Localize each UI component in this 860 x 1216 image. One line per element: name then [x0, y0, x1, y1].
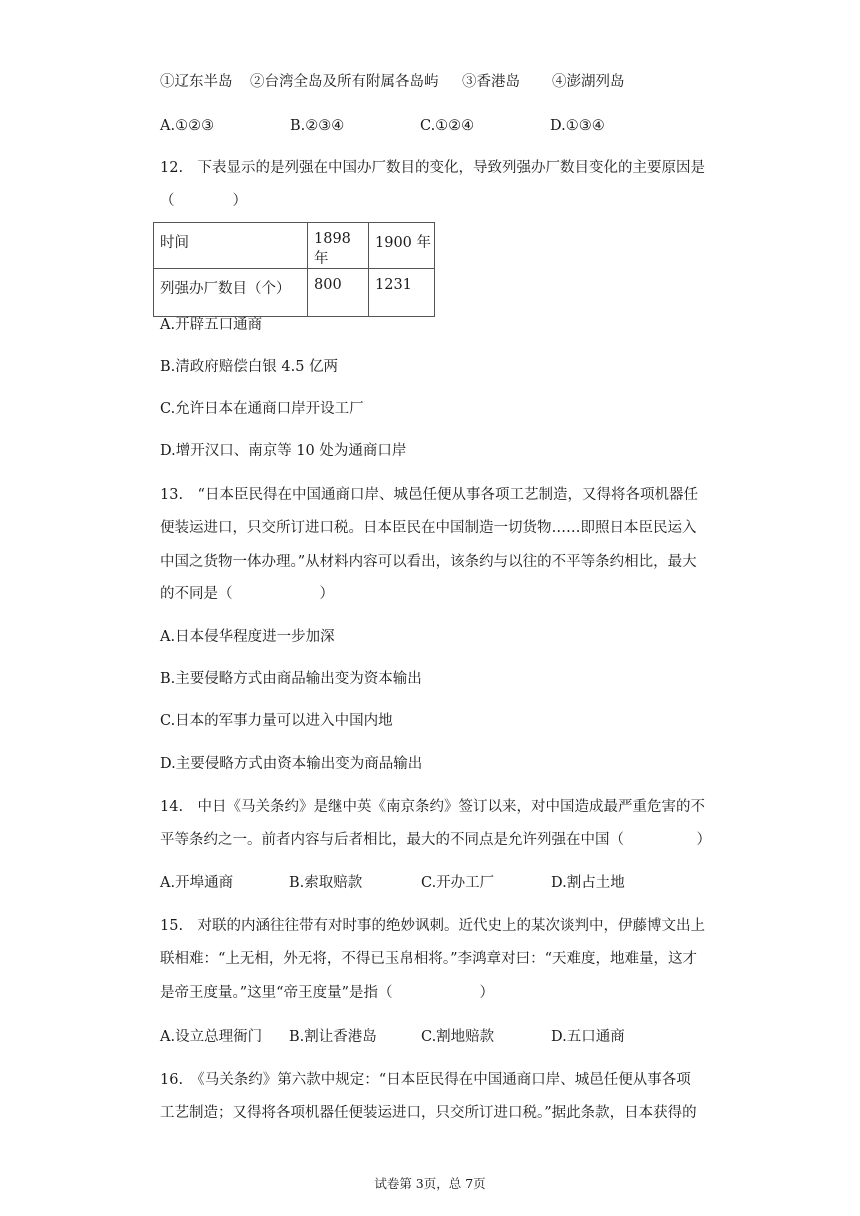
option-a: A.开辟五口通商: [160, 317, 263, 333]
table-row: [154, 223, 435, 269]
q15-stem-line: 是帝王度量。”这里“帝王度量”是指（ ）: [160, 985, 494, 1001]
factory-count-table: [153, 222, 435, 317]
table-cell: 列强办厂数目（个）: [154, 269, 308, 317]
table-row: [154, 269, 435, 317]
option-c: C.日本的军事力量可以进入中国内地: [160, 713, 393, 729]
q15-options: [160, 1027, 625, 1047]
q12-stem-line: 12. 下表显示的是列强在中国办厂数目的变化，导致列强办厂数目变化的主要原因是: [160, 160, 706, 176]
q11-items: [160, 72, 625, 92]
option-a: A.①②③: [160, 118, 215, 134]
q15-stem-line: 15. 对联的内涵往往带有对时事的绝妙讽刺。近代史上的某次谈判中，伊藤博文出上: [160, 918, 706, 934]
q12-stem-line: （ ）: [160, 193, 247, 209]
table-cell: 1900 年: [369, 223, 435, 269]
option-d: D.割占土地: [551, 875, 625, 891]
q15-stem-line: 联相难：“上无相，外无将，不得已玉帛相将。”李鸿章对曰：“天难度，地难量，这才: [160, 951, 697, 967]
option-b: B.主要侵略方式由商品输出变为资本输出: [160, 671, 422, 687]
q11-item: ②台湾全岛及所有附属各岛屿: [250, 74, 439, 90]
q16-stem-line: 工艺制造；又得将各项机器任便装运进口，只交所订进口税。”据此条款，日本获得的: [160, 1105, 697, 1121]
option-d: D.增开汉口、南京等 10 处为通商口岸: [160, 443, 407, 459]
option-b: B.割让香港岛: [289, 1029, 377, 1045]
option-c: C.开办工厂: [421, 875, 495, 891]
q11-item: ④澎湖列岛: [552, 74, 625, 90]
q11-item: ①辽东半岛: [160, 74, 233, 90]
option-d: D.主要侵略方式由资本输出变为商品输出: [160, 756, 423, 772]
option-a: A.设立总理衙门: [160, 1029, 263, 1045]
table-cell: 1898 年: [308, 223, 369, 269]
option-b: B.索取赔款: [289, 875, 363, 891]
q13-stem-line: 的不同是（ ）: [160, 586, 334, 602]
q13-stem-line: 便装运进口，只交所订进口税。日本臣民在中国制造一切货物……即照日本臣民运入: [160, 520, 697, 536]
q16-stem-line: 16. 《马关条约》第六款中规定：“日本臣民得在中国通商口岸、城邑任便从事各项: [160, 1072, 691, 1088]
q13-stem-line: 中国之货物一体办理。”从材料内容可以看出，该条约与以往的不平等条约相比，最大: [160, 554, 697, 570]
option-b: B.②③④: [290, 118, 345, 134]
option-d: D.五口通商: [551, 1029, 625, 1045]
option-c: C.割地赔款: [421, 1029, 495, 1045]
option-b: B.清政府赔偿白银 4.5 亿两: [160, 359, 339, 375]
q13-stem-line: 13. “日本臣民得在中国通商口岸、城邑任便从事各项工艺制造，又得将各项机器任: [160, 487, 698, 503]
option-d: D.①③④: [550, 118, 605, 134]
option-c: C.①②④: [420, 118, 475, 134]
option-a: A.开埠通商: [160, 875, 234, 891]
q14-stem-line: 14. 中日《马关条约》是继中英《南京条约》签订以来，对中国造成最严重危害的不: [160, 799, 706, 815]
page-footer: 试卷第 3页，总 7页: [374, 1176, 486, 1191]
q14-stem-line: 平等条约之一。前者内容与后者相比，最大的不同点是允许列强在中国（ ）: [160, 832, 711, 848]
q11-options: [160, 116, 605, 136]
table-cell: 800: [308, 269, 369, 317]
option-a: A.日本侵华程度进一步加深: [160, 629, 335, 645]
table-cell: 时间: [154, 223, 308, 269]
q11-item: ③香港岛: [462, 74, 520, 90]
table-cell: 1231: [369, 269, 435, 317]
option-c: C.允许日本在通商口岸开设工厂: [160, 401, 364, 417]
q14-options: [160, 873, 625, 893]
